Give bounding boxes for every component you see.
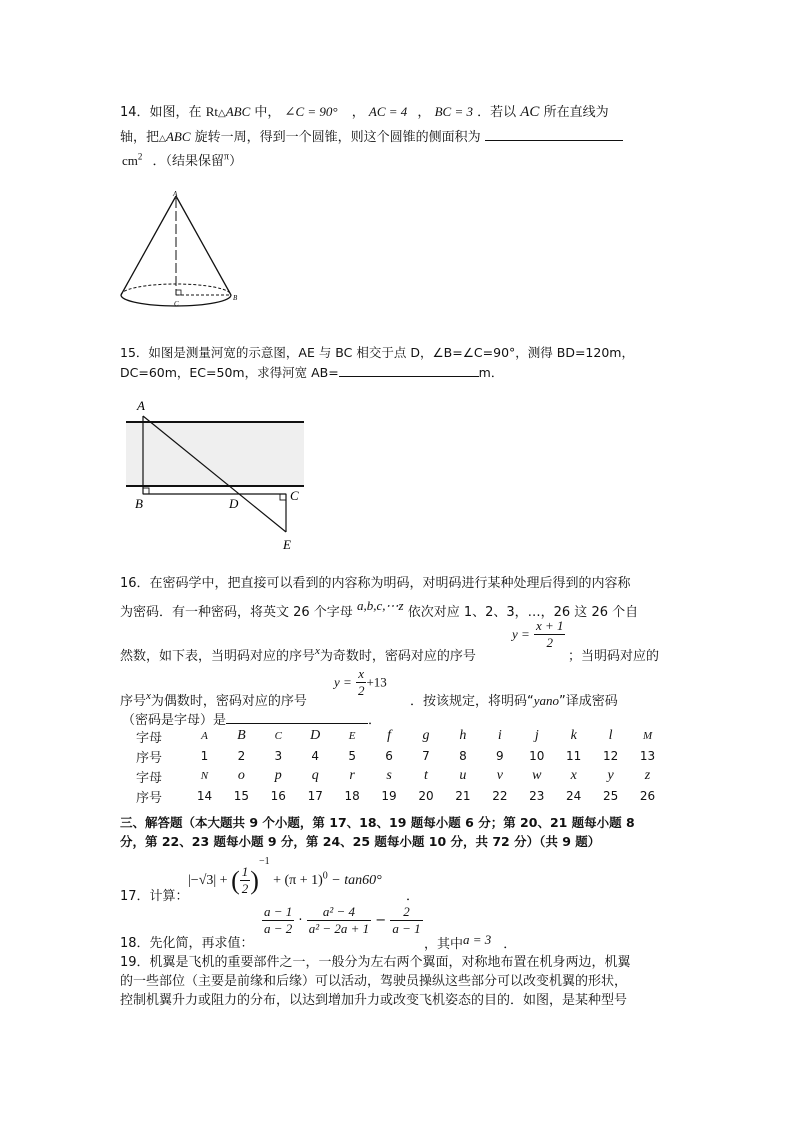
fraction: $\frac{x}{2}$ [357, 666, 365, 698]
point-b-label: B [233, 294, 238, 302]
table-cell: o [237, 768, 245, 783]
table-cell: 6 [385, 749, 393, 763]
q18-label: 18．先化简，再求值： [120, 936, 254, 951]
formula-even [334, 666, 387, 699]
q15-line1: 15．如图是测量河宽的示意图，AE 与 BC 相交于点 D，∠B=∠C=90°，测得 BD=120m， [120, 345, 634, 360]
section-heading: 三、解答题（本大题共 9 个小题，第 17、18、19 题每小题 6 分；第 20、21 题每小题 8 [120, 815, 635, 830]
q16-text: 依次对应 1、2、3，…，26 这 26 个自 [407, 605, 639, 620]
table-cell: D [310, 728, 321, 743]
table-cell: 23 [529, 789, 545, 803]
table-cell: M [642, 730, 653, 742]
q17-label: 17．计算： [120, 889, 189, 904]
table-cell: u [459, 768, 467, 783]
table-cell: 15 [233, 789, 250, 803]
abs-sqrt3: |−√3| + [188, 872, 228, 888]
fraction: $\frac{2}{a - 1}$ [392, 904, 421, 936]
table-cell: i [497, 728, 502, 743]
q14-number: 14．如图，在 [120, 105, 202, 120]
table-cell: f [387, 728, 392, 743]
table-cell: 3 [274, 749, 283, 763]
table-cell: 5 [348, 749, 356, 763]
table-cell: 1 [200, 749, 209, 763]
letters-sequence: a,b,c,⋯z [356, 598, 404, 613]
row-label: 序号 [136, 790, 163, 806]
table-cell: 2 [237, 749, 246, 763]
row-label: 字母 [136, 770, 163, 786]
table-cell: 11 [566, 749, 582, 763]
q14-text: ．若以 [477, 105, 517, 120]
q18-text: ，其中 [424, 937, 464, 952]
q14-text: 所在直线为 [543, 105, 609, 120]
q14-text: 旋转一周，得到一个圆锥，则这个圆锥的侧面积为 [194, 130, 481, 145]
q14-line3 [122, 150, 242, 169]
q16-text: ． [368, 713, 382, 728]
unit: cm [122, 153, 138, 168]
fraction: $\frac{a - 1}{a - 2}$ [264, 904, 293, 936]
bc-length: BC = 3 [434, 104, 473, 119]
formula-odd [512, 618, 565, 651]
fraction-half: $\frac{1}{2}$ [241, 864, 249, 897]
table-cell: w [532, 768, 542, 783]
triangle-symbol: △ [217, 108, 226, 119]
table-cell: t [424, 768, 428, 783]
table-cell: 26 [639, 789, 656, 803]
q16-line3 [120, 645, 476, 664]
q18-text: ． [503, 937, 517, 952]
tan-term: − tan60° [331, 872, 382, 888]
q19-line2: 的一些部位（主要是前缘和后缘）可以活动，驾驶员操纵这些部分可以改变机翼的形状， [120, 974, 628, 989]
table-cell: g [422, 728, 430, 743]
q15-line2 [120, 363, 503, 381]
table-cell: 13 [639, 749, 656, 763]
pi-symbol: π [224, 151, 230, 163]
q16-text: 为奇数时，密码对应的序号 [319, 649, 476, 664]
row-label: 字母 [136, 730, 163, 746]
point-c-label: C [290, 488, 299, 503]
point-d-label: D [229, 496, 239, 511]
plain-word: yano [533, 693, 560, 708]
table-cell: h [459, 728, 467, 743]
vertex-a-label: A [173, 190, 178, 198]
table-cell: 19 [381, 789, 397, 803]
table-cell: 12 [602, 749, 619, 763]
table-cell: 18 [344, 789, 360, 803]
table-cell: k [570, 728, 577, 743]
table-cell: 17 [307, 789, 323, 803]
answer-blank[interactable] [226, 711, 368, 724]
table-cell: z [644, 768, 651, 783]
table-cell: r [349, 768, 355, 783]
multiply-dot: · [298, 913, 303, 928]
pi-term: + (π + 1) [273, 872, 323, 888]
table-row [126, 726, 666, 746]
section-heading-line2: 分，第 22、23 题每小题 9 分，第 24、25 题每小题 10 分，共 72 分）（共 9 题） [120, 834, 601, 849]
q15-text: DC=60m，EC=50m，求得河宽 AB= [120, 365, 339, 380]
ac-length: AC = 4 [368, 104, 408, 119]
minus-sign: − [375, 913, 387, 928]
q14-text: ．（结果保留 [152, 154, 225, 169]
answer-blank[interactable] [339, 364, 479, 377]
q19-line3: 控制机翼升力或阻力的分布，以达到增加升力或改变飞机姿态的目的．如图，是某种型号 [120, 993, 628, 1008]
q15-text: m． [478, 365, 504, 380]
q19-line1: 19．机翼是飞机的重要部件之一，一般分为左右两个翼面，对称地布置在机身两边，机翼 [120, 955, 631, 970]
q16-line4 [120, 690, 307, 709]
unit-exponent: 2 [137, 151, 143, 162]
table-cell: 20 [418, 789, 434, 803]
table-cell: 21 [455, 789, 471, 803]
table-cell: 8 [459, 749, 467, 763]
q16-text: （密码是字母）是 [122, 713, 227, 728]
table-cell: 10 [529, 749, 545, 763]
table-cell: j [534, 728, 539, 743]
table-cell: l [608, 728, 613, 743]
cipher-table [126, 726, 666, 806]
q16-text: ．按该规定，将明码“ [410, 694, 534, 709]
separator: ， [351, 105, 365, 120]
table-row [126, 746, 666, 766]
table-cell: x [570, 768, 577, 783]
exponent: 0 [322, 870, 328, 882]
q16-line4-tail [410, 690, 618, 709]
q16-text: 然数，如下表，当明码对应的序号 [120, 649, 316, 664]
table-cell: v [496, 768, 503, 783]
fraction: $\frac{x + 1}{2}$ [535, 618, 564, 650]
q17-end: ． [406, 889, 420, 904]
q16-text: ”译成密码 [559, 694, 618, 709]
table-cell: 4 [311, 749, 320, 763]
table-cell: q [311, 768, 319, 783]
rt-label: Rt [205, 104, 218, 119]
formula-tail: +13 [366, 674, 387, 690]
exponent: −1 [258, 856, 270, 867]
q14-text: 中， [254, 105, 281, 120]
q14-line1 [120, 101, 609, 121]
answer-blank[interactable] [485, 128, 623, 141]
q18-expression [262, 904, 423, 937]
q16-line1: 16．在密码学中，把直接可以看到的内容称为明码，对明码进行某种处理后得到的内容称 [120, 576, 631, 591]
axis-ac: AC [520, 104, 540, 120]
point-c-label: C [174, 300, 179, 308]
q16-line2 [120, 598, 638, 620]
table-cell: 14 [196, 789, 213, 803]
fraction: $\frac{\text{a² − 4}}{\text{a² − 2a + 1}}$ [308, 904, 370, 936]
separator: ， [417, 105, 431, 120]
q17-expression: |−√3| + ( $\frac{1}{2}$ )$^{-1} + (\pi + 1)^0 - \tan 60^\circ$ [188, 856, 382, 897]
cone-figure [112, 186, 242, 316]
triangle-name: ABC [225, 104, 251, 119]
q14-text: ） [229, 154, 243, 169]
table-cell: C [274, 730, 282, 742]
triangle-symbol: △ [159, 134, 166, 144]
formula-lhs: y = [512, 626, 530, 642]
variable-x: x [146, 690, 151, 702]
row-label: 序号 [136, 750, 163, 766]
triangle-name: ABC [165, 129, 191, 144]
q16-text: 为偶数时，密码对应的序号 [150, 694, 307, 709]
table-cell: N [200, 770, 209, 782]
table-cell: 22 [492, 789, 508, 803]
table-cell: E [348, 730, 356, 742]
q16-line3-tail: ；当明码对应的 [568, 649, 660, 664]
table-cell: 24 [566, 789, 582, 803]
point-e-label: E [283, 537, 291, 552]
value-a: a = 3 [463, 932, 492, 947]
table-cell: 16 [270, 789, 286, 803]
point-a-label: A [137, 398, 145, 413]
table-cell: 25 [602, 789, 619, 803]
table-cell: y [607, 768, 614, 783]
table-cell: 7 [422, 749, 430, 763]
table-cell: A [201, 730, 208, 742]
q16-text: 为密码．有一种密码，将英文 26 个字母 [120, 605, 353, 620]
table-cell: 9 [496, 749, 504, 763]
table-cell: B [237, 728, 246, 743]
formula-lhs: y = [334, 674, 352, 690]
table-cell: p [274, 768, 282, 783]
angle-c-condition: ∠C = 90° [284, 104, 338, 119]
river-figure [120, 396, 310, 556]
variable-x: x [315, 645, 320, 657]
point-b-label: B [135, 496, 143, 511]
q14-text: 轴，把 [120, 130, 160, 145]
table-cell: s [386, 768, 392, 783]
q18-condition [424, 932, 516, 952]
q16-text: 序号 [120, 694, 147, 709]
table-row [126, 766, 666, 786]
q14-line2 [120, 126, 623, 145]
river-band [126, 423, 304, 486]
table-row [126, 786, 666, 806]
